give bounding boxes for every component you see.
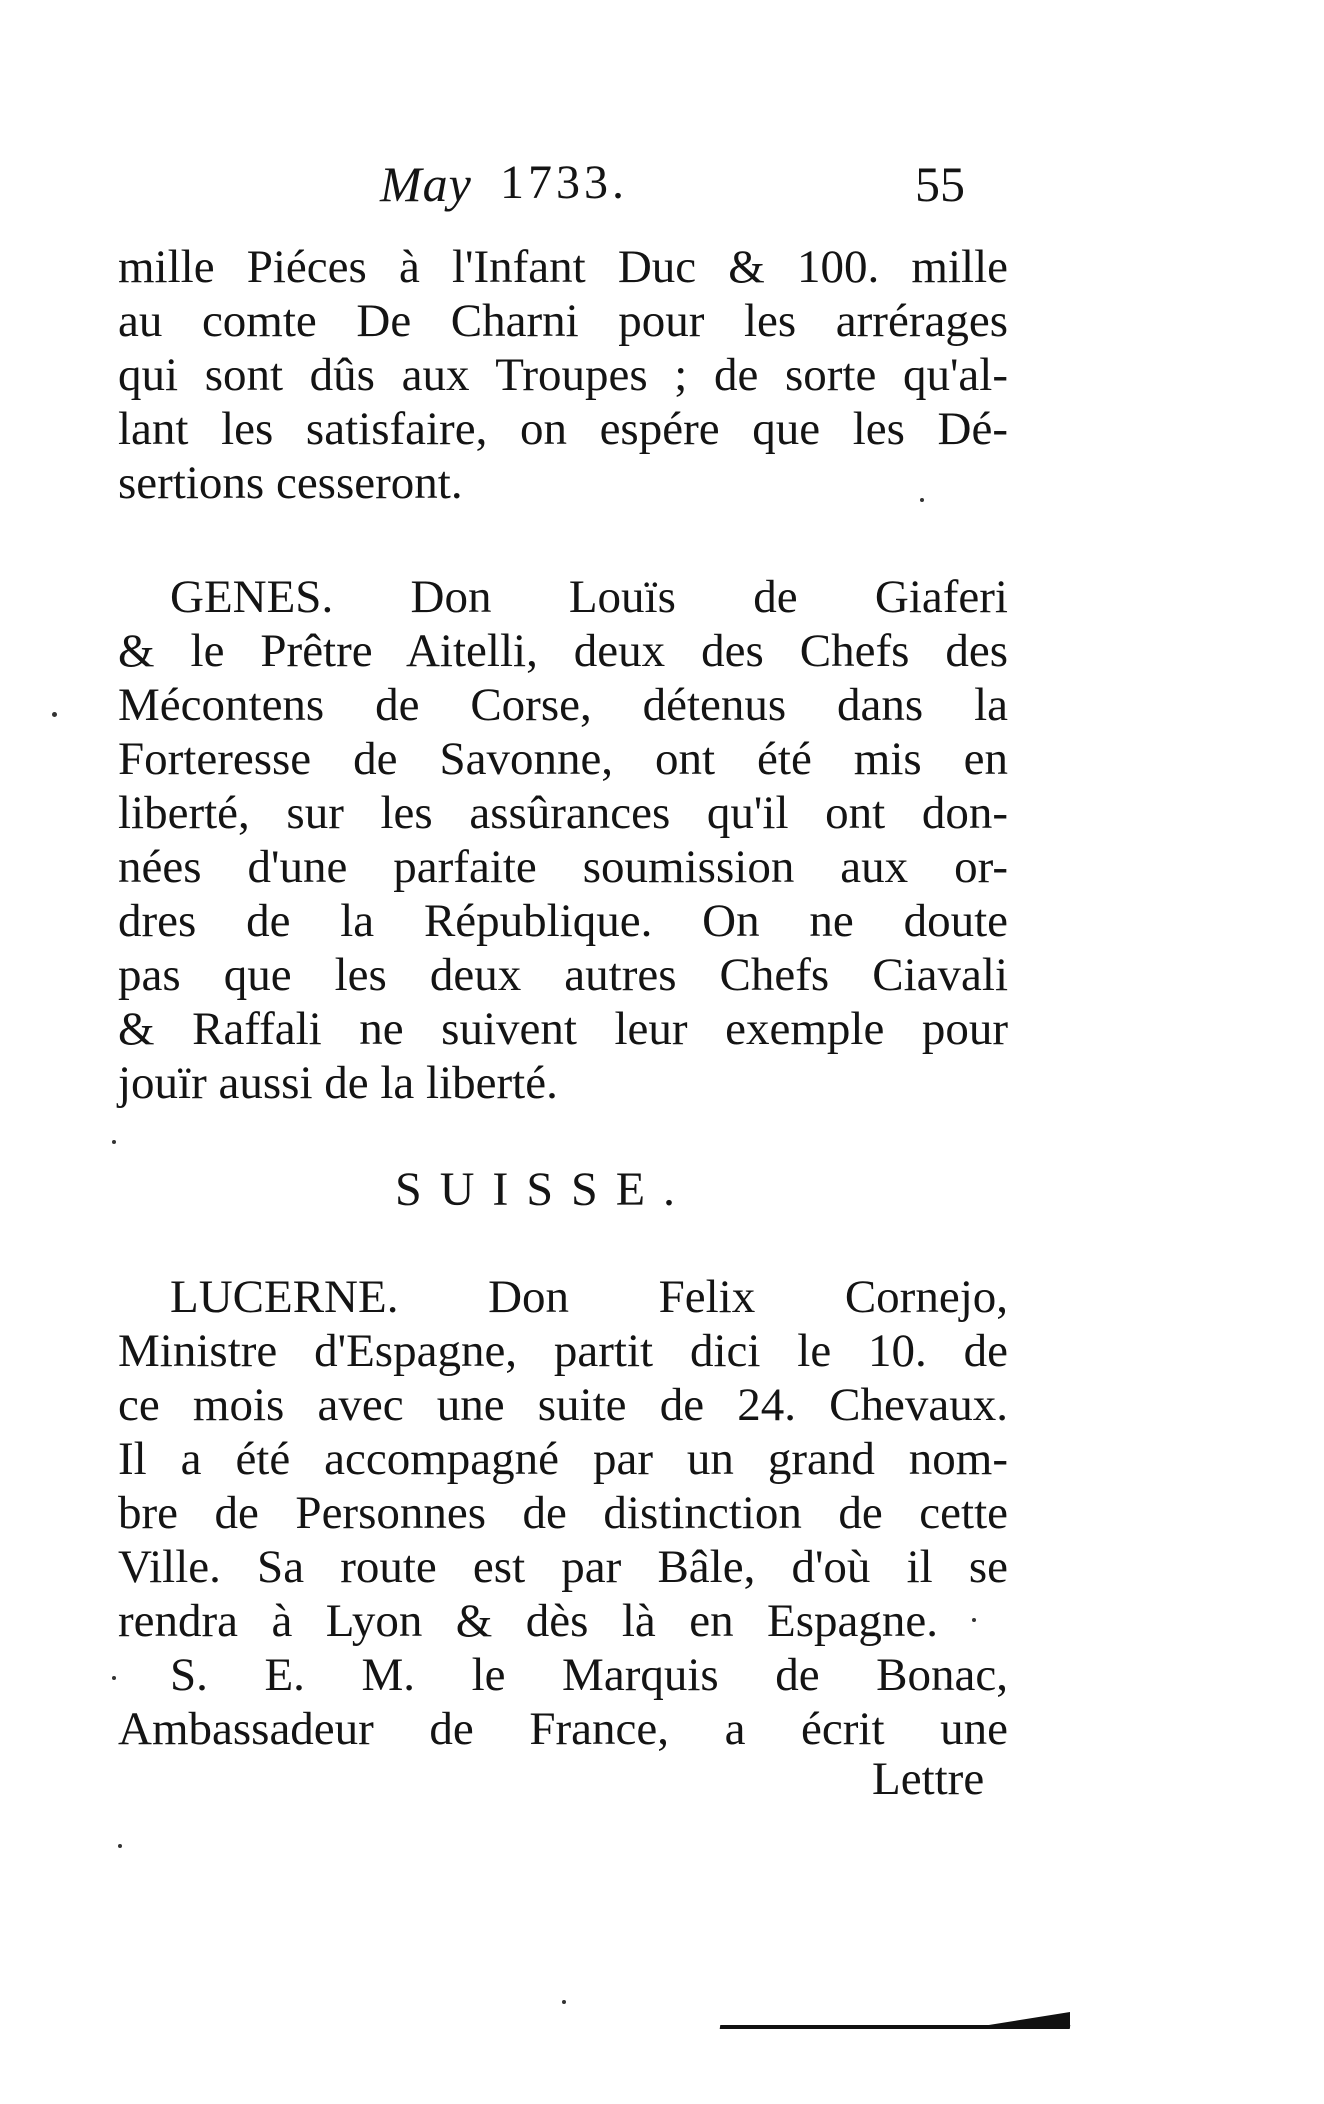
catchword: Lettre: [872, 1753, 985, 1805]
text-line: Ambassadeur de France, a écrit une: [118, 1703, 1008, 1755]
text-line: dres de la République. On ne doute: [118, 895, 1008, 947]
text-line: lant les satisfaire, on espére que les Dé-: [118, 403, 1008, 455]
ink-speck: [562, 2000, 566, 2004]
text-line: & le Prêtre Aitelli, deux des Chefs des: [118, 625, 1008, 677]
ink-speck: [118, 1844, 122, 1848]
text-line: nées d'une parfaite soumission aux or-: [118, 841, 1008, 893]
running-title: May: [380, 156, 472, 212]
text-line: qui sont dûs aux Troupes ; de sorte qu'al-: [118, 349, 1008, 401]
text-line: GENES. Don Louïs de Giaferi: [170, 571, 1008, 623]
text-line: rendra à Lyon & dès là en Espagne.: [118, 1595, 938, 1647]
text-line: bre de Personnes de distinction de cette: [118, 1487, 1008, 1539]
text-line: mille Piéces à l'Infant Duc & 100. mille: [118, 241, 1008, 293]
ink-speck: [972, 1618, 976, 1622]
ink-speck: [52, 712, 57, 717]
text-line: S. E. M. le Marquis de Bonac,: [170, 1649, 1008, 1701]
text-line: & Raffali ne suivent leur exemple pour: [118, 1003, 1008, 1055]
running-year: 1733.: [500, 156, 628, 209]
text-line: Forteresse de Savonne, ont été mis en: [118, 733, 1008, 785]
text-line: Mécontens de Corse, détenus dans la: [118, 679, 1008, 731]
ink-speck: [920, 498, 924, 502]
text-line: ce mois avec une suite de 24. Chevaux.: [118, 1379, 1008, 1431]
ink-speck: [112, 1676, 116, 1680]
section-heading: SUISSE.: [395, 1163, 694, 1216]
text-line: LUCERNE. Don Felix Cornejo,: [170, 1271, 1008, 1323]
ink-speck: [112, 1140, 116, 1144]
text-line: Ville. Sa route est par Bâle, d'où il se: [118, 1541, 1008, 1593]
text-line: Il a été accompagné par un grand nom-: [118, 1433, 1008, 1485]
text-line: Ministre d'Espagne, partit dici le 10. de: [118, 1325, 1008, 1377]
text-line: liberté, sur les assûrances qu'il ont don-: [118, 787, 1008, 839]
running-header: [0, 155, 1324, 225]
text-line: jouïr aussi de la liberté.: [118, 1057, 558, 1109]
text-line: pas que les deux autres Chefs Ciavali: [118, 949, 1008, 1001]
text-line: au comte De Charni pour les arrérages: [118, 295, 1008, 347]
page-number: 55: [915, 156, 965, 212]
text-line: sertions cesseront.: [118, 457, 463, 509]
